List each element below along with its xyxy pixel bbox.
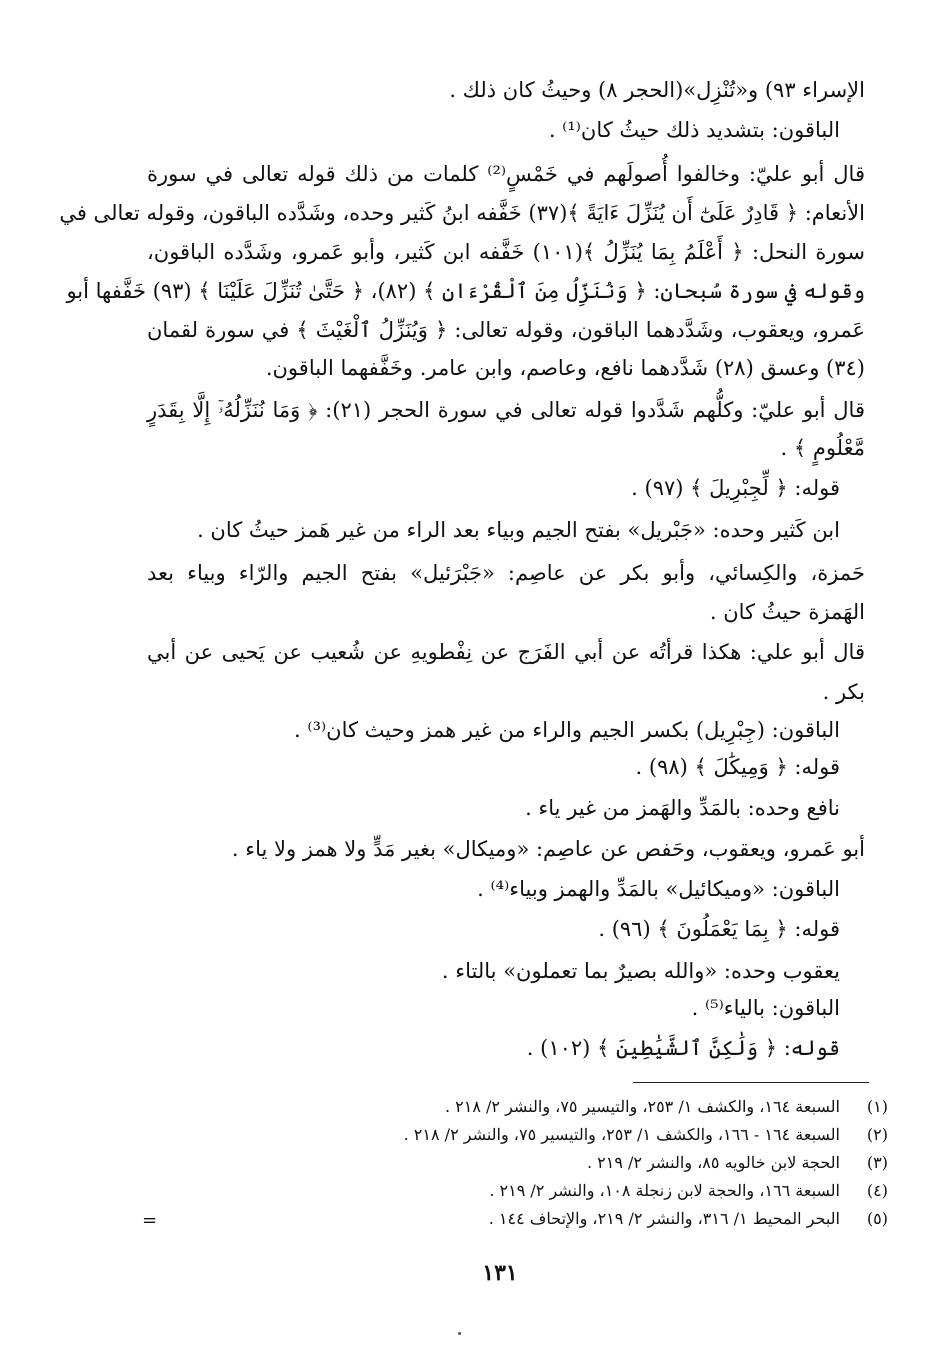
continuation-mark: = bbox=[142, 1210, 158, 1231]
text-line-6: وقوله في سورة سُبحان: ﴿ وَنُنَزِّلُ مِنَ ٱلْقُرْءَانِ ﴾ (٨٢)، ﴿ حَتَّىٰ تُنَزِّلَ عَلَيْنَا ﴾ (٩٣) خَفَّفها أبو bbox=[66, 279, 865, 303]
footnote-number: (٣) bbox=[866, 1153, 888, 1172]
text-line-1: الإسراء ٩٣) و«تُنْزِل»(الحجر ٨) وحيثُ كان ذلك . bbox=[449, 78, 865, 102]
footnote-text: الحجة لابن خالويه ٨٥، والنشر ٢/ ٢١٩ . bbox=[586, 1153, 840, 1172]
text-line-3: قال أبو عليّ: وخالفوا أُصولَهم في خَمْسٍ⁽²⁾ كلمات من ذلك قوله تعالى في سورة bbox=[147, 162, 865, 186]
text-line-16: بكر . bbox=[822, 680, 865, 704]
page-number: ١٣١ bbox=[482, 1260, 518, 1286]
text-line-20: أبو عَمرو، ويعقوب، وحَفص عن عاصِم: «وميكال» بغير مَدٍّ ولا همز ولا ياء . bbox=[231, 837, 865, 861]
text-line-11: قوله: ﴿ لِّجِبْرِيلَ ﴾ (٩٧) . bbox=[631, 476, 840, 500]
text-line-24: الباقون: بالياء⁽⁵⁾ . bbox=[691, 996, 840, 1020]
footnote-text: السبعة ١٦٤ - ١٦٦، والكشف ١/ ٢٥٣، والتيسير ٧٥، والنشر ٢/ ٢١٨ . bbox=[403, 1125, 840, 1144]
text-line-17: الباقون: (جِبْرِيل) بكسر الجيم والراء من غير همز وحيث كان⁽³⁾ . bbox=[294, 718, 840, 742]
footnote-text: السبعة ١٦٤، والكشف ١/ ٢٥٣، والتيسير ٧٥، والنشر ٢/ ٢١٨ . bbox=[444, 1097, 840, 1116]
footnote-text: البحر المحيط ١/ ٣١٦، والنشر ٢/ ٢١٩، والإتحاف ١٤٤ . bbox=[488, 1209, 840, 1228]
text-line-23: يعقوب وحده: «والله بصيرٌ بما تعملون» بالتاء . bbox=[441, 959, 840, 983]
footnote-number: (٢) bbox=[866, 1125, 888, 1144]
text-line-12: ابن كَثير وحده: «جَبْريل» بفتح الجيم وبياء بعد الراء من غير هَمز حيثُ كان . bbox=[197, 518, 840, 542]
text-line-8: (٣٤) وعسق (٢٨) شَدَّدهما نافع، وعاصم، وابن عامر. وخَفَّفهما الباقون. bbox=[265, 356, 865, 380]
footnote-number: (١) bbox=[866, 1097, 888, 1116]
text-line-4: الأنعام: ﴿ قَادِرٌ عَلَىٰٓ أَن يُنَزِّلَ ءَايَةً ﴾(٣٧) خَفَّفه ابنُ كَثير وحده، وشَدَّده الباقون، وقوله تعالى في bbox=[59, 201, 865, 225]
text-line-7: عَمرو، ويعقوب، وشَدَّدهما الباقون، وقوله تعالى: ﴿ وَيُنَزِّلُ ٱلْغَيْثَ ﴾ في سورة لقمان bbox=[147, 318, 865, 342]
text-line-25: قوله: ﴿ وَلَٰكِنَّ ٱلشَّيَٰطِينَ ﴾ (١٠٢) . bbox=[526, 1036, 840, 1060]
text-line-18: قوله: ﴿ وَمِيكَٰلَ ﴾ (٩٨) . bbox=[635, 755, 840, 779]
text-line-10: مَّعْلُومٍ ﴾ . bbox=[780, 436, 865, 460]
footnote-number: (٤) bbox=[866, 1181, 888, 1200]
footnote-text: السبعة ١٦٦، والحجة لابن زنجلة ١٠٨، والنشر ٢/ ٢١٩ . bbox=[489, 1181, 840, 1200]
text-line-5: سورة النحل: ﴿ أَعْلَمُ بِمَا يُنَزِّلُ ﴾(١٠١) خَفَّفه ابن كَثير، وأبو عَمرو، وشَدَّده الباقون، bbox=[147, 240, 866, 264]
footnote-number: (٥) bbox=[866, 1209, 888, 1228]
text-line-21: الباقون: «وميكائيل» بالمَدِّ والهمز وبياء⁽⁴⁾ . bbox=[477, 877, 840, 901]
text-line-19: نافع وحده: بالمَدِّ والهَمز من غير ياء . bbox=[525, 796, 840, 820]
text-line-14: الهَمزة حيثُ كان . bbox=[709, 600, 865, 624]
text-line-15: قال أبو علي: هكذا قرأتُه عن أبي الفَرَج عن نِفْطويهِ عن شُعيب عن يَحيى عن أبي bbox=[147, 640, 865, 664]
text-line-22: قوله: ﴿ بِمَا يَعْمَلُونَ ﴾ (٩٦) . bbox=[598, 917, 840, 941]
scan-speck bbox=[458, 1332, 461, 1335]
text-line-9: قال أبو عليّ: وكلُّهم شَدَّدوا قوله تعالى في سورة الحجر (٢١): ﴿ وَمَا نُنَزِّلُهُۥٓ إِلَّا بِقَدَرٍ bbox=[147, 398, 865, 422]
footnote-separator bbox=[633, 1082, 869, 1083]
text-line-2: الباقون: بتشديد ذلك حيثُ كان⁽¹⁾ . bbox=[548, 118, 840, 142]
text-line-13: حَمزة، والكِسائي، وأبو بكر عن عاصِم: «جَبْرَئيل» بفتح الجيم والرّاء وبياء بعد bbox=[147, 561, 865, 585]
